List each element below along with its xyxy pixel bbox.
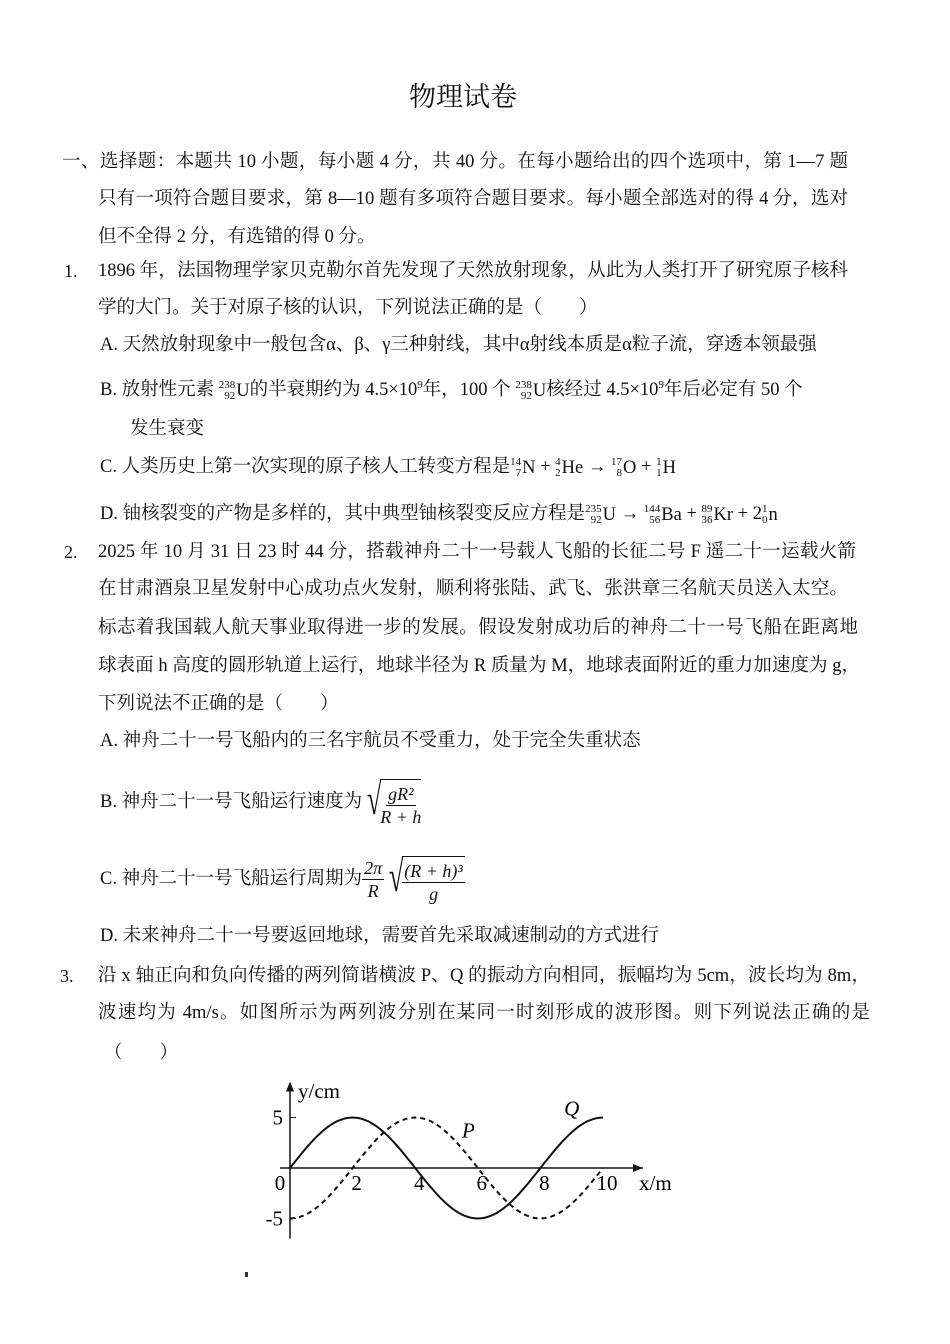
question-number: 2. xyxy=(64,542,78,562)
question-2-stem-line-5: 下列说法不正确的是（ ） xyxy=(98,694,339,714)
question-3-stem-line-2: 波速均为 4m/s。如图所示为两列波分别在某同一时刻形成的波形图。则下列说法正确的是 xyxy=(98,1003,870,1023)
option-text: 天然放射现象中一般包含α、β、γ三种射线，其中α射线本质是α粒子流，穿透本领最强 xyxy=(122,335,817,355)
option-label: A. xyxy=(100,335,118,355)
page-title: 物理试卷 xyxy=(409,82,517,112)
option-c[interactable]: C. 人类历史上第一次实现的原子核人工转变方程是 14 7 N + 4 2 He → 17 8 O + 1 1 H xyxy=(100,455,676,479)
question-1-stem-line-2: 学的大门。关于对原子核的认识，下列说法正确的是（ ） xyxy=(98,298,598,318)
section-instructions-line-3: 但不全得 2 分，有选错的得 0 分。 xyxy=(98,227,376,247)
y-axis-label: y/cm xyxy=(298,1079,340,1103)
option-d[interactable]: D. 未来神舟二十一号要返回地球，需要首先采取减速制动的方式进行 xyxy=(100,926,660,946)
series-label-p: P xyxy=(461,1118,475,1143)
question-2-stem-line-3: 标志着我国载人航天事业取得进一步的发展。假设发射成功后的神舟二十一号飞船在距离地 xyxy=(98,618,858,638)
series-label-q: Q xyxy=(564,1096,580,1121)
option-b[interactable]: B. 神舟二十一号飞船运行速度为 √ $\frac{\text{gR²}}{R + h}$ xyxy=(100,775,421,830)
y-tick-label: -5 xyxy=(265,1206,283,1231)
question-2-stem-line-1: 2025 年 10 月 31 日 23 时 44 分，搭载神舟二十一号载人飞船的长征二号 F 遥二十一运载火箭 xyxy=(98,542,856,562)
question-3-stem-line-3: （ ） xyxy=(104,1043,179,1063)
option-text: 放射性元素 xyxy=(121,380,215,401)
option-d[interactable]: D. 铀核裂变的产物是多样的，其中典型铀核裂变反应方程是 235 92 U → 144 56 Ba + 89 36 Kr + 2 1 0 n xyxy=(100,502,778,526)
nuclide-u238: 238 92 U xyxy=(515,378,547,402)
sqrt-expression: √ $\frac{\text{gR²}}{R + h}$ xyxy=(362,775,421,830)
x-tick-label: 6 xyxy=(476,1171,488,1195)
question-3-stem-line-1: 沿 x 轴正向和负向传播的两列简谐横波 P、Q 的振动方向相同，振幅均为 5cm，波长均为 8m， xyxy=(98,966,870,986)
speck xyxy=(245,1272,248,1277)
y-tick-label: 5 xyxy=(272,1105,283,1130)
x-axis-label: x/m xyxy=(639,1171,672,1195)
option-label: B. xyxy=(100,380,117,401)
x-tick-label: 2 xyxy=(351,1171,362,1195)
nuclide-u238: 238 92 U xyxy=(218,378,250,402)
option-b-continued: 发生衰变 xyxy=(130,419,205,439)
sqrt-expression: √ $\frac{\text{(R + h)³}}{g}$ xyxy=(384,852,465,907)
question-number: 3. xyxy=(60,966,74,986)
section-instructions-line-1: 一、选择题：本题共 10 小题，每小题 4 分，共 40 分。在每小题给出的四个选项中，第 1—7 题 xyxy=(62,152,848,172)
x-tick-label: 0 xyxy=(274,1171,286,1195)
question-number: 1. xyxy=(64,261,78,281)
y-axis-arrow xyxy=(286,1082,294,1092)
option-c[interactable]: C. 神舟二十一号飞船运行周期为 $\frac{2\pi}{R}$ √ $\frac{\text{(R + h)³}}{g}$ xyxy=(100,852,465,907)
question-1-stem-line-1: 1896 年，法国物理学家贝克勒尔首先发现了天然放射现象，从此为人类打开了研究原子核科 xyxy=(98,261,848,281)
option-b[interactable]: B. 放射性元素 238 92 U 的半衰期约为 $4.5\times 10^9$年，100 个 238 92 U 核经过 $4.5\times 10^9$年后必定有 50 个 xyxy=(100,378,803,402)
option-a[interactable]: A. 神舟二十一号飞船内的三名宇航员不受重力，处于完全失重状态 xyxy=(100,731,641,751)
question-2-stem-line-2: 在甘肃酒泉卫星发射中心成功点火发射，顺利将张陆、武飞、张洪章三名航天员送入太空。 xyxy=(98,579,848,599)
x-tick-label: 8 xyxy=(539,1171,550,1195)
question-2-stem-line-4: 球表面 h 高度的圆形轨道上运行，地球半径为 R 质量为 M，地球表面附近的重力加速度为 g， xyxy=(98,656,860,676)
x-tick-label: 10 xyxy=(596,1171,618,1195)
section-instructions-line-2: 只有一项符合题目要求，第 8—10 题有多项符合题目要求。每小题全部选对的得 4 分，选对 xyxy=(98,189,848,209)
x-tick-label: 4 xyxy=(413,1171,425,1195)
